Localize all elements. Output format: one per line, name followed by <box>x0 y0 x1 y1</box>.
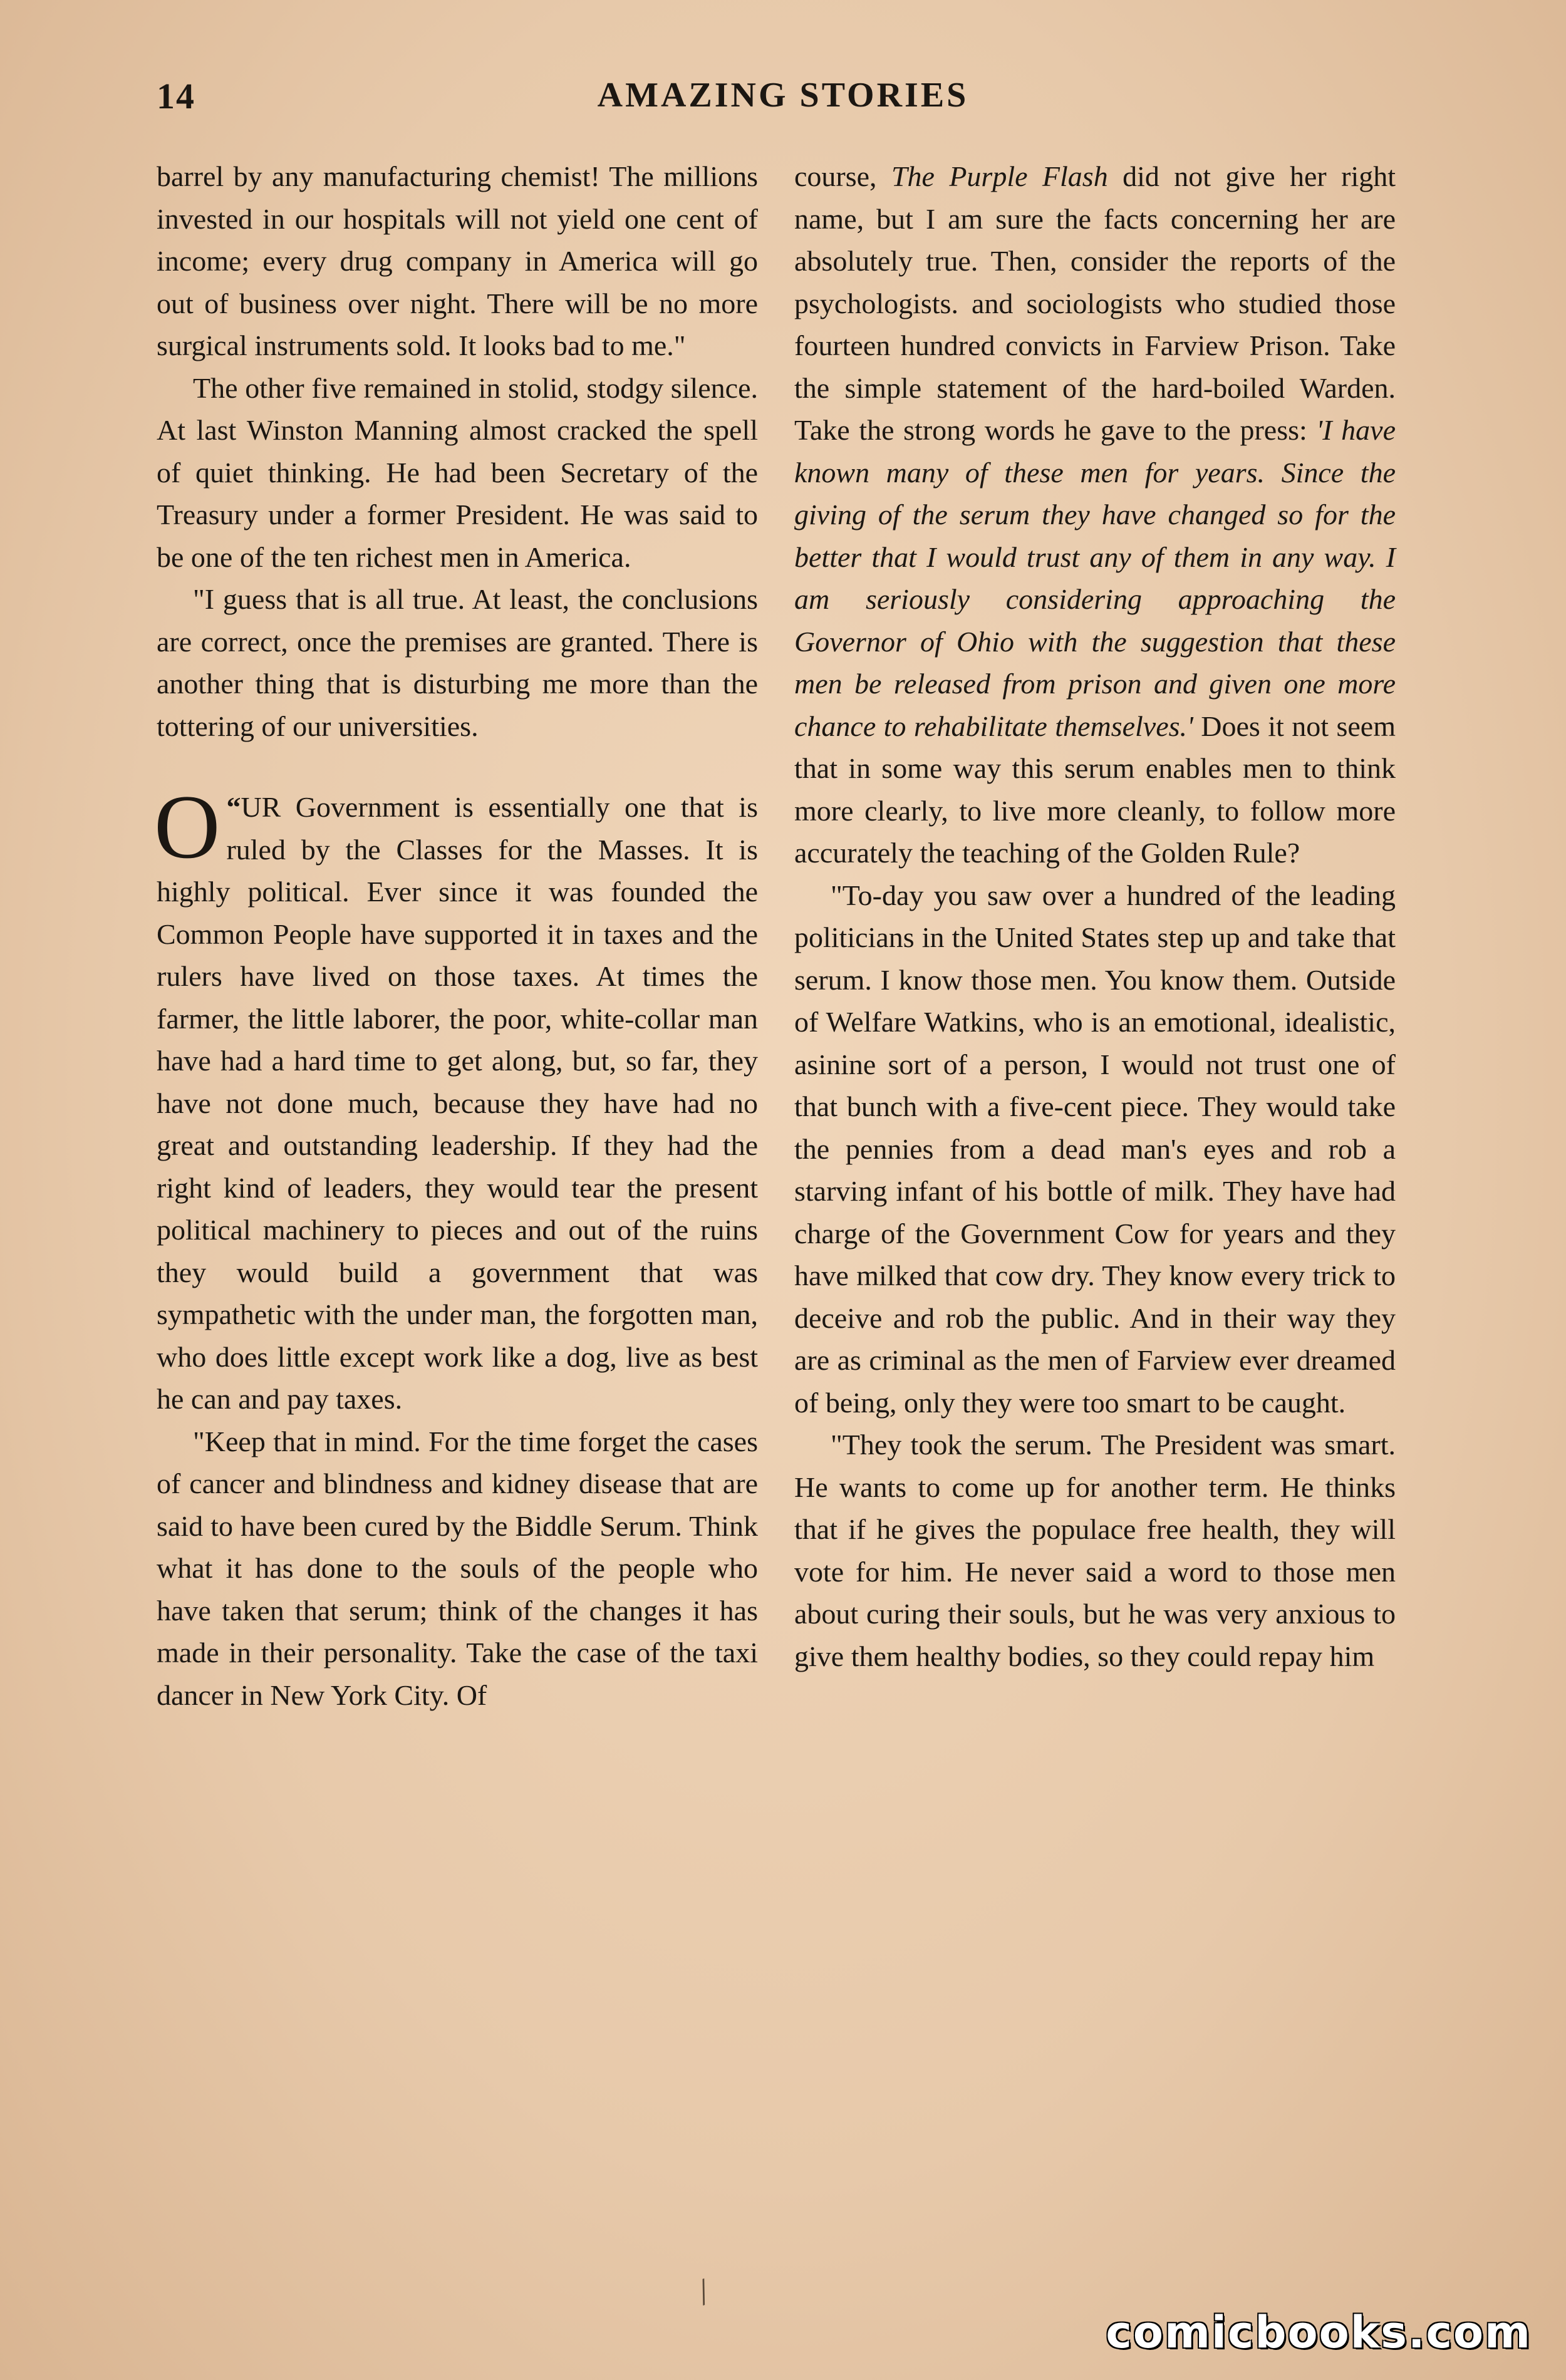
warden-quote: 'I have known many of these men for years. Since the giving of the serum they have changed so for the better that I would trust any of them in any way. I am seriously considering approaching the Governor of Ohio with the suggestion that these men be released from prison and given one more chance to rehabilitate themselves.' <box>794 414 1396 742</box>
opening-quote-mark: “ <box>226 791 241 823</box>
running-head: AMAZING STORIES <box>597 76 969 115</box>
publication-title: The Purple Flash <box>891 160 1108 192</box>
page-header <box>157 75 1409 125</box>
right-column <box>794 155 1396 1677</box>
paragraph: "Keep that in mind. For the time forget the cases of cancer and blindness and kidney disease that are said to have been cured by the Biddle Serum. Think what it has done to the souls of the people who have taken that serum; think of the changes it has made in their personality. Take the case of the taxi dancer in New York City. Of <box>157 1425 758 1711</box>
paragraph <box>794 155 1396 874</box>
paragraph-text: UR Government is essentially one that is ruled by the Classes for the Masses. It is highly political. Ever since it was founded the Common People have supported it in taxes and the rulers have lived on those taxes. At times the farmer, the little laborer, the poor, white-collar man have had a hard time to get along, but, so far, they have not done much, because they have had no great and outstanding leadership. If they had the right kind of leaders, they would tear the present political machinery to pieces and out of the ruins they would build a government that was sympathetic with the under man, the forgotten man, who does little except work like a dog, live as best he can and pay taxes. <box>157 791 758 1415</box>
pencil-mark: / <box>692 2270 716 2313</box>
watermark: comicbooks.com <box>1106 2307 1532 2358</box>
paragraph-text: Does it not seem that in some way this serum enables men to think more clearly, to live more cleanly, to follow more accurately the teaching of the Golden Rule? <box>794 710 1396 869</box>
paragraph: "To-day you saw over a hundred of the leading politicians in the United States step up and take that serum. I know those men. You know them. Outside of Welfare Watkins, who is an emotional, idealistic, asinine sort of a person, I would not trust one of that bunch with a five-cent piece. They would take the pennies from a dead man's eyes and rob a starving infant of his bottle of milk. They have had charge of the Government Cow for years and they have milked that cow dry. They know every trick to deceive and rob the public. And in their way they are as criminal as the men of Farview ever dreamed of being, only they were too smart to be caught. <box>794 879 1396 1419</box>
page-number: 14 <box>157 76 195 116</box>
paragraph: The other five remained in stolid, stodgy silence. At last Winston Manning almost cracked the spell of quiet thinking. He had been Secretary of the Treasury under a former President. He was said to be one of the ten richest men in America. <box>157 371 758 573</box>
paragraph-text: did not give her right name, but I am sure the facts concerning her are absolutely true. Then, consider the reports of the psychologists. and sociologists who studied those fourteen hundred convicts in Farview Prison. Take the simple statement of the hard-boiled Warden. Take the strong words he gave to the press: <box>794 160 1396 446</box>
paragraph: "I guess that is all true. At least, the conclusions are correct, once the premises are granted. There is another thing that is disturbing me more than the tottering of our universities. <box>157 583 758 742</box>
section-opening-paragraph <box>154 776 758 1420</box>
paragraph: barrel by any manufacturing chemist! The millions invested in our hospitals will not yield one cent of income; every drug company in America will go out of business over night. There will be no more surgical instruments sold. It looks bad to me." <box>157 160 758 361</box>
left-column <box>154 155 758 1716</box>
paragraph-text: course, <box>794 160 891 192</box>
drop-cap: O <box>154 776 220 877</box>
section-break <box>157 747 758 786</box>
paragraph: "They took the serum. The President was smart. He wants to come up for another term. He thinks that if he gives the populace free health, they will vote for him. He never said a word to those men about curing their souls, but he was very anxious to give them healthy bodies, so they could repay him <box>794 1429 1396 1672</box>
